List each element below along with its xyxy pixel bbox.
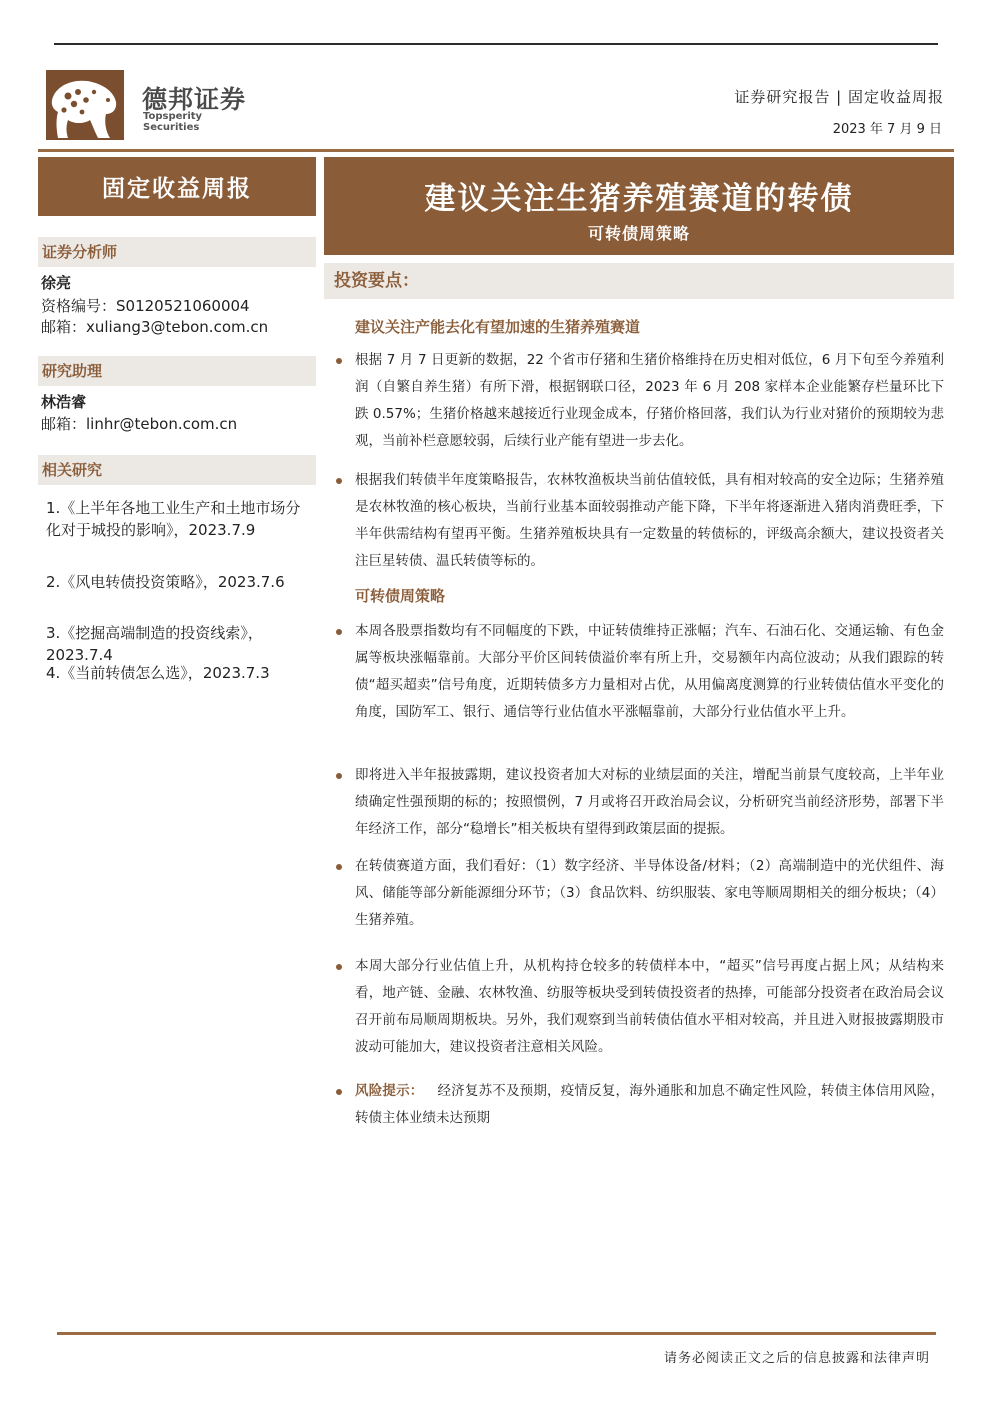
report-date: 2023 年 7 月 9 日 bbox=[832, 122, 942, 137]
header-divider bbox=[38, 149, 954, 152]
report-subtitle: 可转债周策略 bbox=[587, 224, 690, 243]
analyst-email: 邮箱：xuliang3@tebon.com.cn bbox=[41, 318, 269, 336]
company-logo bbox=[46, 70, 256, 140]
bullet-icon bbox=[336, 629, 342, 635]
bullet-icon bbox=[336, 478, 342, 484]
paragraph: 即将进入半年报披露期，建议投资者加大对标的业绩层面的关注，增配当前景气度较高，上半年业绩确定性强预期的标的；按照惯例，7 月或将召开政治局会议，分析研究当前经济形势，部署下半年经济工作，部分“稳增长”相关板块有望得到政策层面的提振。 bbox=[355, 767, 944, 837]
top-rule bbox=[54, 43, 938, 45]
paragraph: 本周各股票指数均有不同幅度的下跌，中证转债维持正涨幅；汽车、石油石化、交通运输、有色金属等板块涨幅靠前。大部分平价区间转债溢价率有所上升，交易额年内高位波动；从我们跟踪的转债“超买超卖”信号角度，近期转债多方力量相对占优，从用偏离度测算的行业转债估值水平变化的角度，国防军工、银行、通信等行业估值水平涨幅靠前，大部分行业估值水平上升。 bbox=[355, 623, 944, 720]
bullet-icon bbox=[336, 864, 342, 870]
analyst-name: 徐亮 bbox=[41, 274, 72, 292]
related-research-header: 相关研究 bbox=[38, 455, 316, 485]
analyst-section-header: 证券分析师 bbox=[38, 237, 316, 267]
risk-label: 风险提示： bbox=[355, 1083, 424, 1099]
assistant-name: 林浩睿 bbox=[41, 393, 87, 411]
risk-warning bbox=[355, 1078, 944, 1132]
disclaimer-note: 请务必阅读正文之后的信息披露和法律声明 bbox=[663, 1351, 930, 1366]
bullet-icon bbox=[336, 773, 342, 779]
main-title-banner bbox=[324, 157, 954, 255]
related-research-item[interactable]: 2.《风电转债投资策略》，2023.7.6 bbox=[46, 573, 285, 591]
related-research-item[interactable]: 4.《当前转债怎么选》，2023.7.3 bbox=[46, 664, 270, 682]
related-research-item[interactable]: 1.《上半年各地工业生产和土地市场分化对于城投的影响》，2023.7.9 bbox=[46, 499, 301, 539]
assistant-section-header: 研究助理 bbox=[38, 356, 316, 386]
bullet-icon bbox=[336, 964, 342, 970]
bullet-icon bbox=[336, 1089, 342, 1095]
paragraph: 根据 7 月 7 日更新的数据，22 个省市仔猪和生猪价格维持在历史相对低位，6 月下旬至今养殖利润（自繁自养生猪）有所下滑，根据钢联口径，2023 年 6 月 208 家样本企业能繁存栏量环比下跌 0.57%；生猪价格越来越接近行业现金成本，仔猪价格回落，我们认为行业对猪价的预期较为悲观，当前补栏意愿较弱，后续行业产能有望进一步去化。 bbox=[355, 352, 944, 449]
logo-english-name: Topsperity Securities bbox=[143, 111, 203, 133]
report-category-banner: 固定收益周报 bbox=[38, 157, 316, 216]
section-heading: 建议关注产能去化有望加速的生猪养殖赛道 bbox=[355, 318, 641, 336]
related-research-item[interactable]: 3.《挖掘高端制造的投资线索》，2023.7.4 bbox=[46, 624, 263, 664]
analyst-certificate: 资格编号：S0120521060004 bbox=[41, 297, 250, 315]
report-title: 建议关注生猪养殖赛道的转债 bbox=[424, 181, 854, 217]
paragraph: 在转债赛道方面，我们看好：（1）数字经济、半导体设备/材料；（2）高端制造中的光伏组件、海风、储能等部分新能源细分环节；（3）食品饮料、纺织服装、家电等顺周期相关的细分板块；（4）生猪养殖。 bbox=[355, 858, 944, 928]
paragraph: 根据我们转债半年度策略报告，农林牧渔板块当前估值较低，具有相对较高的安全边际；生猪养殖是农林牧渔的核心板块，当前行业基本面较弱推动产能下降，下半年将逐渐进入猪肉消费旺季，下半年供需结构有望再平衡。生猪养殖板块具有一定数量的转债标的，评级高余额大，建议投资者关注巨星转债、温氏转债等标的。 bbox=[355, 472, 944, 569]
bullet-icon bbox=[336, 358, 342, 364]
paragraph: 本周大部分行业估值上升，从机构持仓较多的转债样本中，“超买”信号再度占据上风；从结构来看，地产链、金融、农林牧渔、纺服等板块受到转债投资者的热捧，可能部分投资者在政治局会议召开前布局顺周期板块。另外，我们观察到当前转债估值水平相对较高，并且进入财报披露期股市波动可能加大，建议投资者注意相关风险。 bbox=[355, 958, 944, 1055]
leopard-logo-icon bbox=[46, 70, 124, 140]
footer-divider bbox=[57, 1332, 936, 1335]
risk-text: 经济复苏不及预期，疫情反复，海外通胀和加息不确定性风险，转债主体信用风险，转债主体业绩未达预期 bbox=[355, 1083, 945, 1126]
key-points-header: 投资要点： bbox=[324, 263, 954, 299]
assistant-email: 邮箱：linhr@tebon.com.cn bbox=[41, 415, 238, 433]
report-type: 证券研究报告 | 固定收益周报 bbox=[734, 88, 944, 106]
section-heading: 可转债周策略 bbox=[355, 587, 446, 605]
logo-chinese-name: 德邦证券 bbox=[142, 85, 247, 114]
